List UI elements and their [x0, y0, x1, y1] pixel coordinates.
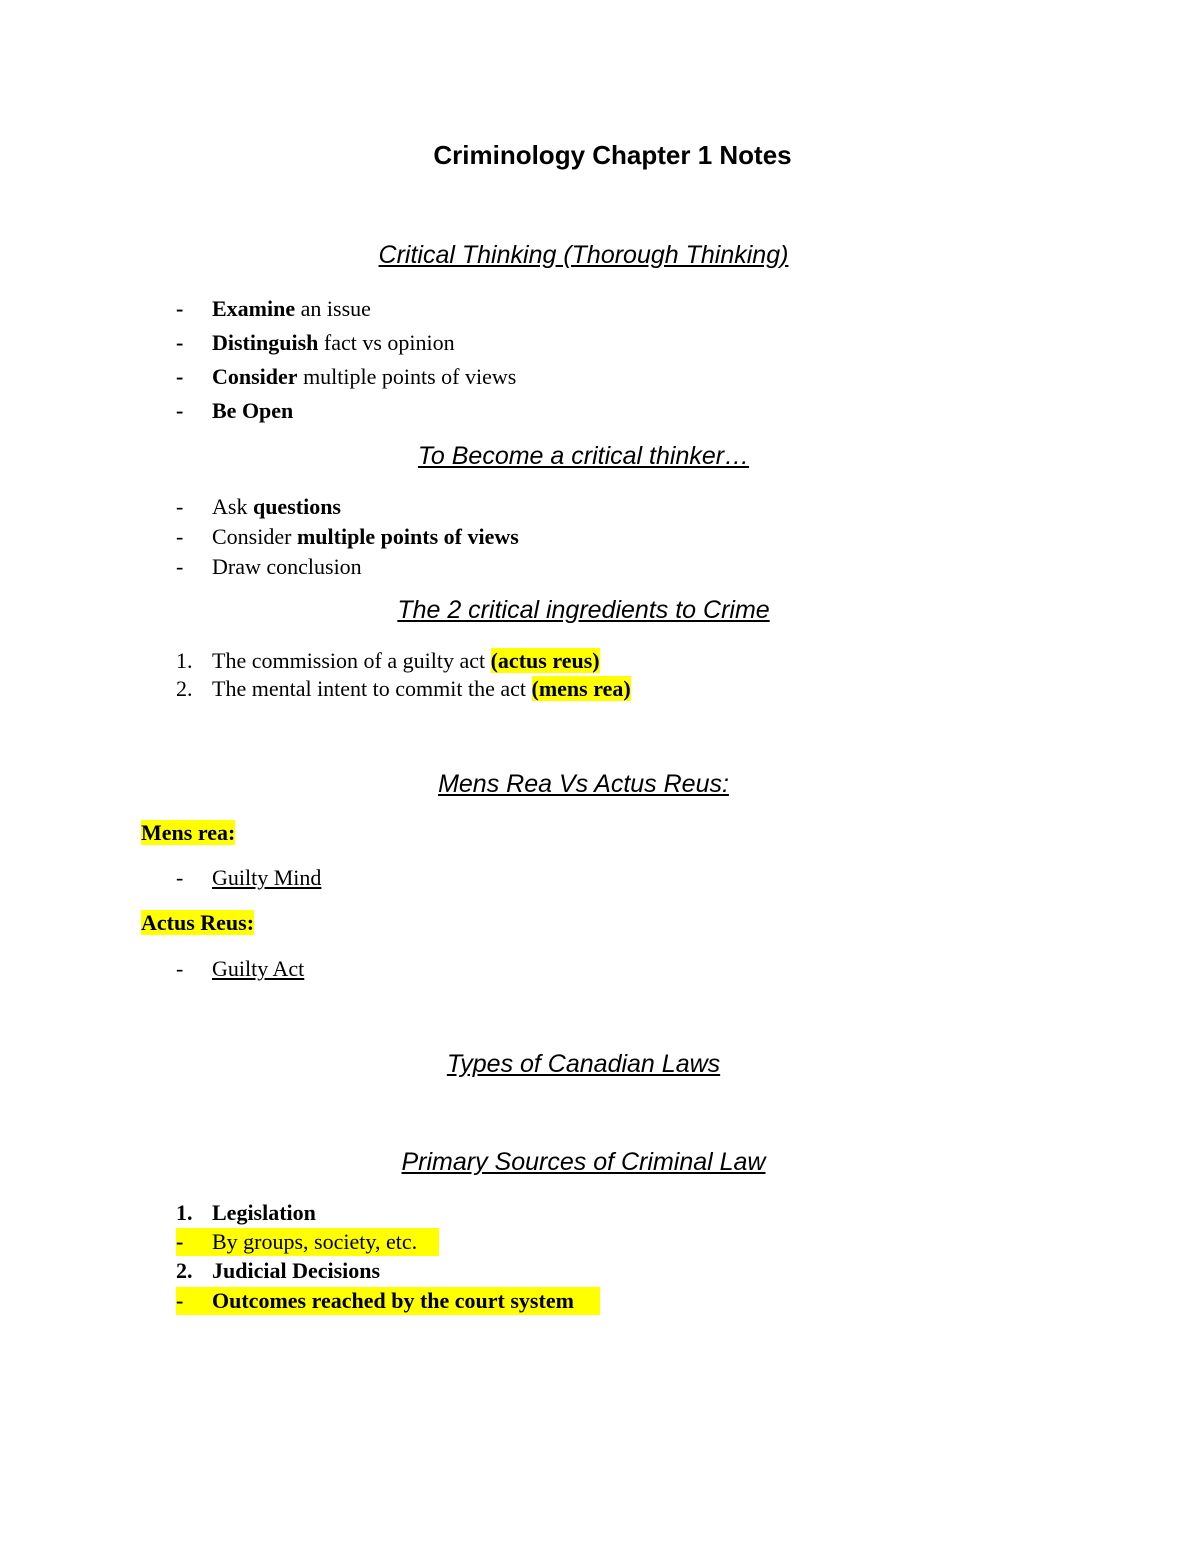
heading-types-canadian-laws: Types of Canadian Laws	[446, 1050, 721, 1078]
list-item: Guilty Act	[212, 956, 305, 981]
list-item: Judicial Decisions	[212, 1258, 381, 1283]
heading-critical-thinking: Critical Thinking (Thorough Thinking)	[378, 241, 789, 269]
list-item: Legislation	[212, 1200, 316, 1225]
list-number: 1.	[176, 648, 193, 673]
bullet-dash: -	[176, 1229, 184, 1254]
list-item: Ask questions	[212, 494, 341, 519]
list-item: Examine an issue	[212, 296, 371, 321]
bullet-dash: -	[176, 364, 184, 389]
highlight-mens-rea: (mens rea)	[531, 676, 631, 701]
page-title: Criminology Chapter 1 Notes	[433, 140, 792, 170]
bullet-dash: -	[176, 330, 184, 355]
heading-become-critical-thinker: To Become a critical thinker…	[417, 442, 750, 470]
list-item: Outcomes reached by the court system	[212, 1288, 574, 1313]
bullet-dash: -	[176, 494, 184, 519]
bullet-dash: -	[176, 524, 184, 549]
bullet-dash: -	[176, 398, 184, 423]
list-item: Draw conclusion	[212, 554, 362, 579]
bullet-dash: -	[176, 1288, 184, 1313]
label-actus-reus: Actus Reus:	[141, 910, 255, 935]
label-mens-rea: Mens rea:	[141, 820, 236, 845]
list-number: 1.	[176, 1200, 193, 1225]
heading-critical-ingredients: The 2 critical ingredients to Crime	[397, 596, 770, 624]
bullet-dash: -	[176, 956, 184, 981]
highlight-actus-reus: (actus reus)	[490, 648, 600, 673]
heading-mens-vs-actus: Mens Rea Vs Actus Reus:	[438, 770, 729, 798]
list-number: 2.	[176, 676, 193, 701]
heading-primary-sources: Primary Sources of Criminal Law	[401, 1148, 766, 1176]
list-item: Distinguish fact vs opinion	[212, 330, 455, 355]
list-item: Consider multiple points of views	[212, 364, 517, 389]
list-item: By groups, society, etc.	[212, 1229, 418, 1254]
bullet-dash: -	[176, 554, 184, 579]
list-item: The commission of a guilty act (actus reus)	[212, 648, 600, 673]
list-item: Guilty Mind	[212, 865, 322, 890]
bullet-dash: -	[176, 865, 184, 890]
list-number: 2.	[176, 1258, 193, 1283]
list-item: Be Open	[212, 398, 294, 423]
list-item: Consider multiple points of views	[212, 524, 519, 549]
list-item: The mental intent to commit the act (mens rea)	[212, 676, 631, 701]
bullet-dash: -	[176, 296, 184, 321]
